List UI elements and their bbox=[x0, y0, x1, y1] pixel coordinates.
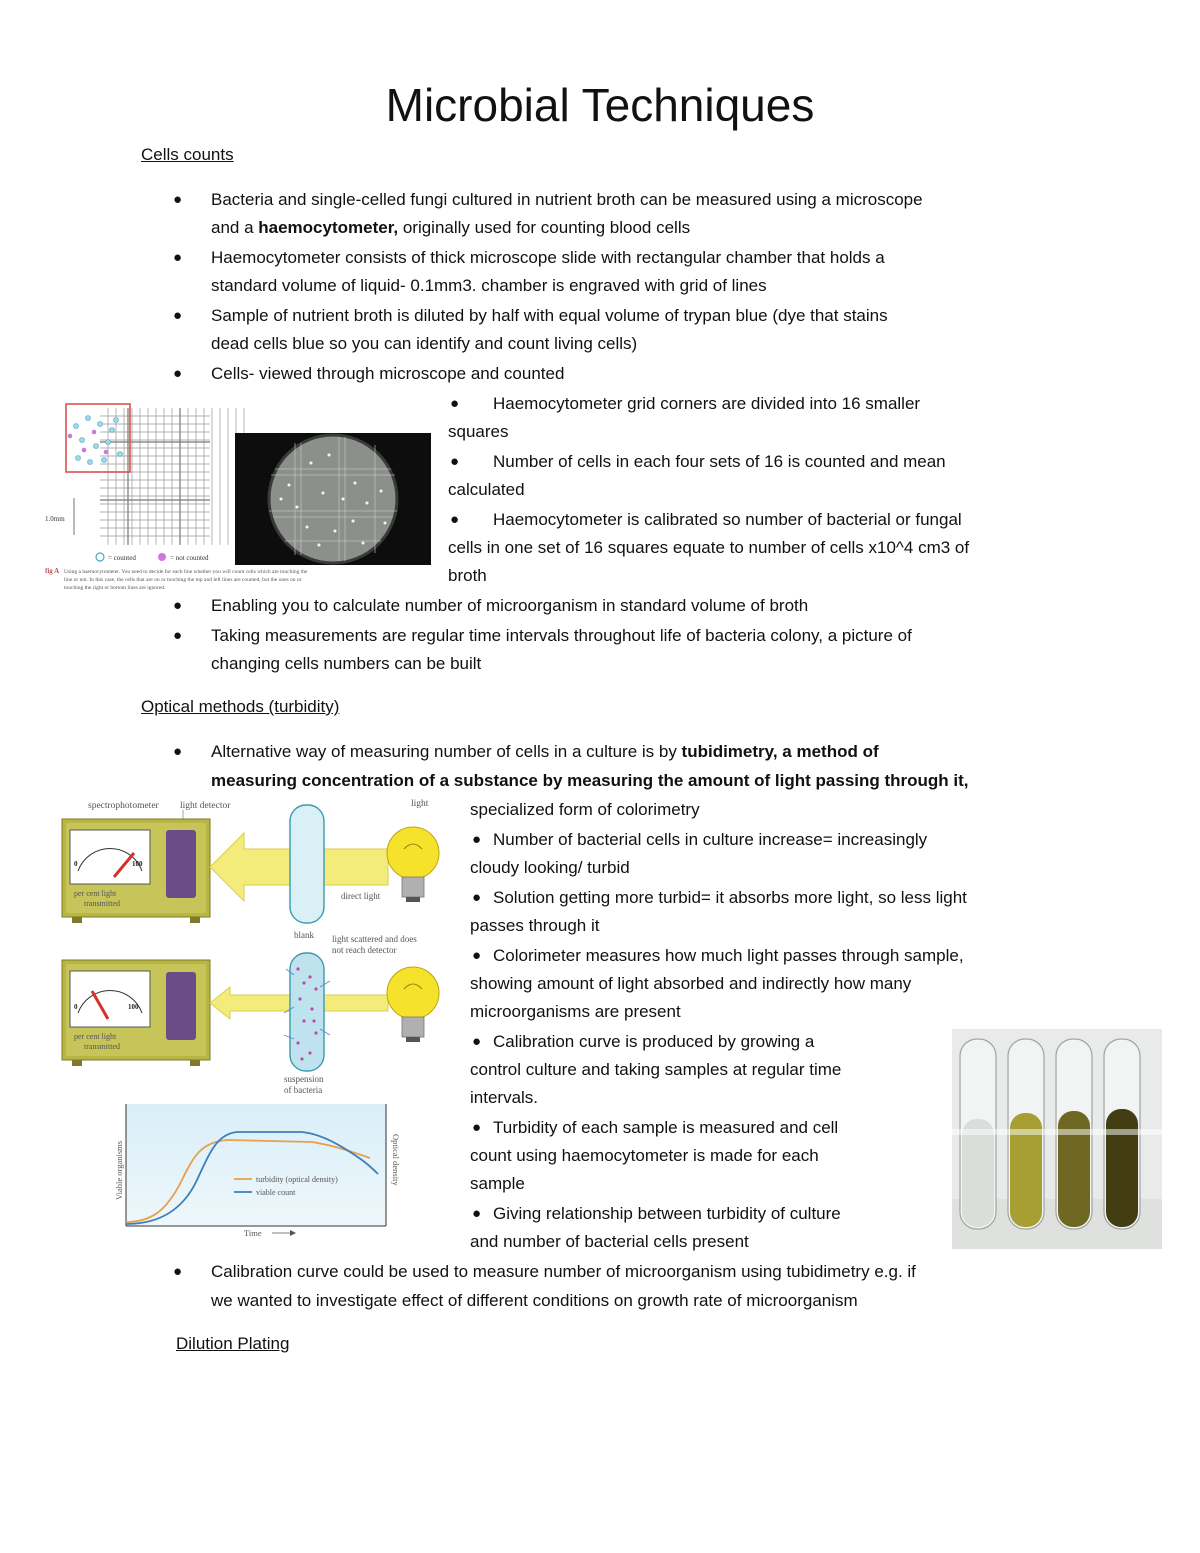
label-suspension: of bacteria bbox=[284, 1085, 323, 1095]
text-line: and number of bacterial cells present bbox=[470, 1232, 749, 1251]
text-line: Cells- viewed through microscope and counted bbox=[211, 364, 565, 383]
text-line: specialized form of colorimetry bbox=[470, 800, 700, 819]
label-blank: blank bbox=[294, 930, 314, 940]
label-light-detector: light detector bbox=[180, 801, 231, 811]
text-line: intervals. bbox=[470, 1088, 539, 1107]
figure-caption: Using a haemocytometer. You need to decide for each line whether you will count cells which are touching the bbox=[64, 569, 308, 575]
text-line: count using haemocytometer is made for each bbox=[470, 1146, 819, 1165]
legend-counted: = counted bbox=[108, 554, 136, 562]
percent-label: transmitted bbox=[84, 899, 120, 908]
text-line: broth bbox=[448, 566, 487, 585]
text-line: Number of bacterial cells in culture increase= increasingly bbox=[493, 830, 928, 849]
bullet: ● bbox=[173, 597, 183, 614]
legend-viable-count: viable count bbox=[256, 1188, 296, 1197]
meter-hundred: 100 bbox=[128, 1003, 139, 1011]
text-line: Haemocytometer grid corners are divided into 16 smaller bbox=[493, 394, 921, 413]
text-line: dead cells blue so you can identify and count living cells) bbox=[211, 334, 638, 353]
text-line: Haemocytometer consists of thick microscope slide with rectangular chamber that holds a bbox=[211, 248, 885, 267]
text-line: control culture and taking samples at regular time bbox=[470, 1060, 842, 1079]
text-line: Turbidity of each sample is measured and cell bbox=[493, 1118, 839, 1137]
text-line: Haemocytometer is calibrated so number of bacterial or fungal bbox=[493, 510, 962, 529]
figure-caption: touching the right or bottom lines are ignored. bbox=[64, 585, 166, 591]
text-line: measuring concentration of a substance by measuring the amount of light passing through it, bbox=[211, 771, 969, 790]
label-light: light bbox=[411, 799, 429, 809]
section-heading-dilution-plating: Dilution Plating bbox=[176, 1334, 290, 1353]
text-line: Alternative way of measuring number of cells in a culture is by tubidimetry, a method of bbox=[211, 742, 879, 761]
label-spectrophotometer: spectrophotometer bbox=[88, 801, 159, 811]
growth-curve-graph bbox=[112, 1100, 412, 1240]
y-axis-label: Viable organisms bbox=[114, 1140, 124, 1200]
bullet: ● bbox=[173, 1263, 183, 1280]
bullet: ● bbox=[173, 249, 183, 266]
text-line: changing cells numbers can be built bbox=[211, 654, 482, 673]
bullet: ● bbox=[173, 743, 183, 760]
text-line: Enabling you to calculate number of microorganism in standard volume of broth bbox=[211, 596, 809, 615]
bullet: ● bbox=[472, 831, 482, 848]
y2-axis-label: Optical density bbox=[391, 1134, 401, 1186]
text-line: and a haemocytometer, originally used for counting blood cells bbox=[211, 218, 691, 237]
page-title: Microbial Techniques bbox=[385, 79, 815, 131]
text-line: standard volume of liquid- 0.1mm3. chamber is engraved with grid of lines bbox=[211, 276, 767, 295]
microscope-view-photo bbox=[235, 433, 431, 565]
percent-label: per cent light bbox=[74, 889, 117, 898]
bullet: ● bbox=[173, 365, 183, 382]
bullet: ● bbox=[472, 889, 482, 906]
text-line: cells in one set of 16 squares equate to number of cells x10^4 cm3 of bbox=[448, 538, 970, 557]
text-line: Number of cells in each four sets of 16 is counted and mean bbox=[493, 452, 946, 471]
bullet: ● bbox=[450, 511, 460, 528]
label-direct-light: direct light bbox=[341, 891, 381, 901]
text-line: calculated bbox=[448, 480, 525, 499]
text-line: Calibration curve is produced by growing a bbox=[493, 1032, 815, 1051]
percent-label: per cent light bbox=[74, 1032, 117, 1041]
bullet: ● bbox=[472, 1119, 482, 1136]
scale-label: 1.0mm bbox=[45, 515, 65, 523]
text-line: we wanted to investigate effect of different conditions on growth rate of microorganism bbox=[211, 1291, 858, 1310]
bullet: ● bbox=[173, 191, 183, 208]
text-line: Giving relationship between turbidity of culture bbox=[493, 1204, 841, 1223]
text-line: Bacteria and single-celled fungi cultured in nutrient broth can be measured using a microscope bbox=[211, 190, 923, 209]
text-line: Solution getting more turbid= it absorbs more light, so less light bbox=[493, 888, 967, 907]
percent-label: transmitted bbox=[84, 1042, 120, 1051]
meter-zero: 0 bbox=[74, 1003, 78, 1011]
meter-hundred: 100 bbox=[132, 860, 143, 868]
bullet: ● bbox=[472, 1033, 482, 1050]
section-heading-cells-counts: Cells counts bbox=[141, 145, 234, 164]
bullet: ● bbox=[450, 395, 460, 412]
text-line: Taking measurements are regular time intervals throughout life of bacteria colony, a picture of bbox=[211, 626, 912, 645]
bullet: ● bbox=[472, 947, 482, 964]
text-line: Calibration curve could be used to measure number of microorganism using tubidimetry e.g. if bbox=[211, 1262, 916, 1281]
bullet: ● bbox=[450, 453, 460, 470]
label-suspension: suspension bbox=[284, 1074, 324, 1084]
text-line: Colorimeter measures how much light passes through sample, bbox=[493, 946, 964, 965]
legend-not-counted: = not counted bbox=[170, 554, 209, 562]
text-line: showing amount of light absorbed and indirectly how many bbox=[470, 974, 912, 993]
x-axis-label: Time bbox=[244, 1228, 262, 1238]
label-light-scattered: light scattered and does bbox=[332, 934, 417, 944]
meter-zero: 0 bbox=[74, 860, 78, 868]
text-line: passes through it bbox=[470, 916, 600, 935]
text-line: Sample of nutrient broth is diluted by half with equal volume of trypan blue (dye that stains bbox=[211, 306, 888, 325]
legend-turbidity: turbidity (optical density) bbox=[256, 1175, 338, 1184]
figure-caption: line or not. In this case, the cells that are on or touching the top and left lines are counted, but the ones on or bbox=[64, 577, 302, 583]
bullet: ● bbox=[173, 307, 183, 324]
label-light-scattered: not reach detector bbox=[332, 945, 397, 955]
text-line: cloudy looking/ turbid bbox=[470, 858, 630, 877]
figure-label: fig A bbox=[45, 567, 60, 575]
text-line: microorganisms are present bbox=[470, 1002, 681, 1021]
bullet: ● bbox=[472, 1205, 482, 1222]
section-heading-optical-methods: Optical methods (turbidity) bbox=[141, 697, 340, 716]
text-line: sample bbox=[470, 1174, 525, 1193]
text-line: squares bbox=[448, 422, 509, 441]
turbidity-test-tubes-photo bbox=[952, 1029, 1162, 1249]
spectrophotometer-diagram bbox=[58, 793, 448, 1099]
bullet: ● bbox=[173, 627, 183, 644]
